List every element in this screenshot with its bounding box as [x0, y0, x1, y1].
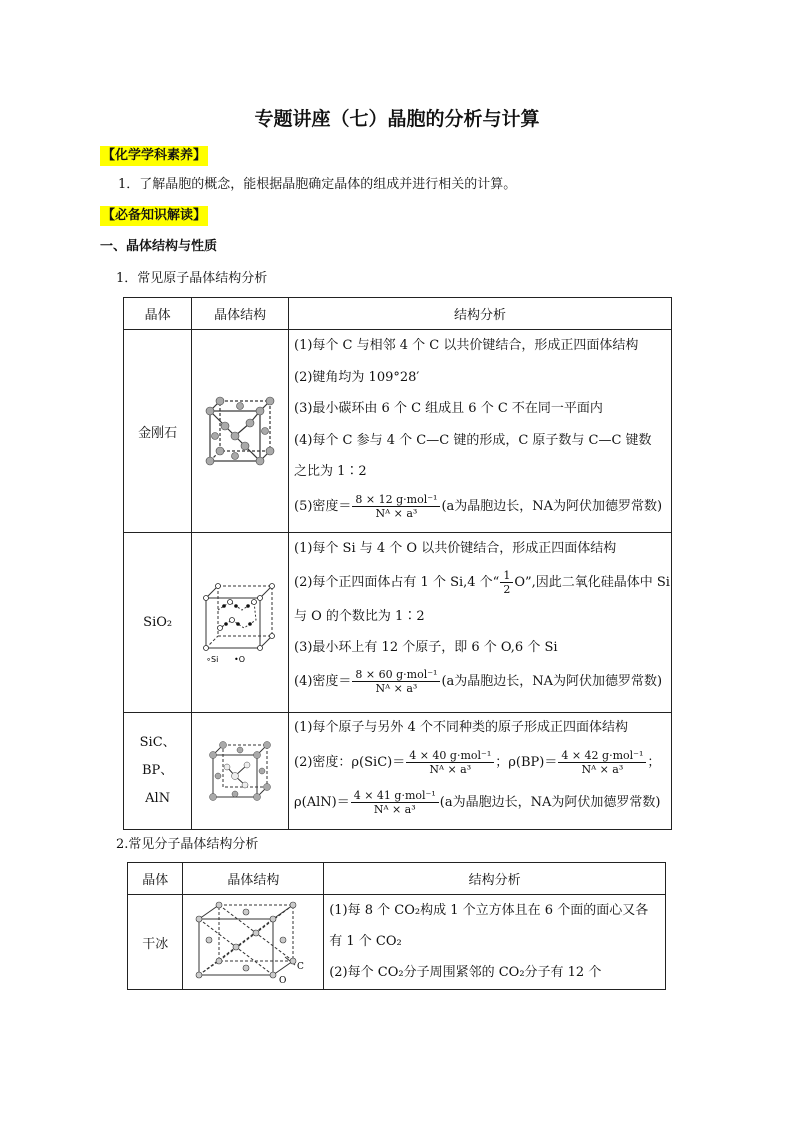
header-structure: 晶体结构 — [192, 298, 289, 330]
sio2-analysis-3: 与 O 的个数比为 1∶2 — [294, 608, 425, 624]
dryice-analysis-1: (1)每 8 个 CO₂构成 1 个立方体且在 6 个面的面心又各 — [329, 903, 649, 918]
diamond-analysis-5: 之比为 1∶2 — [294, 464, 367, 479]
diamond-analysis-4: (4)每个 C 参与 4 个 C—C 键的形成，C 原子数与 C—C 键数 — [294, 432, 652, 448]
crystal-name-diamond: 金刚石 — [124, 330, 192, 533]
header-crystal-2: 晶体 — [128, 863, 183, 895]
diamond-analysis-2: (2)键角均为 109°28′ — [294, 369, 420, 385]
sic-density-1: (2)密度：ρ(SiC)＝ $\frac{\text{4 × 40 g·mol⁻¹}}{\text{Nᴬ × a³}}$ ；ρ(BP)＝ $\frac{\text{4 × 42 g·mol⁻¹}}{\text{Nᴬ × a³}}$ ； — [294, 749, 661, 776]
page-title: 专题讲座（七）晶胞的分析与计算 — [254, 108, 540, 130]
sio2-density: (4)密度＝ $\frac{\text{8 × 60 g·mol⁻¹}}{\text{Nᴬ × a³}}$ (a为晶胞边长，NA为阿伏加德罗常数) — [294, 667, 663, 695]
subheading-molecular-crystal: 2.常见分子晶体结构分析 — [116, 837, 259, 852]
table-row-sio2 — [124, 533, 672, 713]
table-row-sic — [124, 713, 672, 830]
diamond-analysis-1: (1)每个 C 与相邻 4 个 C 以共价键结合，形成正四面体结构 — [294, 338, 639, 353]
section-tag-knowledge: 【必备知识解读】 — [100, 206, 208, 226]
sio2-analysis-2: (2)每个正四面体占有 1 个 Si,4 个“ $\frac{1}{2}$ O”,因此二氧化硅晶体中 Si — [294, 568, 670, 596]
dryice-analysis-2: 有 1 个 CO₂ — [329, 934, 402, 949]
crystal-name-sic-2: AlN — [145, 791, 171, 806]
sic-analysis-1: (1)每个原子与另外 4 个不同种类的原子形成正四面体结构 — [294, 720, 628, 735]
sic-cell-diagram — [207, 739, 273, 803]
diamond-cell-diagram — [200, 391, 280, 471]
section-tag-literacy: 【化学学科素养】 — [100, 146, 208, 166]
header-structure-2: 晶体结构 — [183, 863, 324, 895]
crystal-name-dryice: 干冰 — [128, 895, 183, 990]
subheading-atomic-crystal: 1．常见原子晶体结构分析 — [116, 271, 268, 286]
header-crystal: 晶体 — [124, 298, 192, 330]
crystal-name-sio2: SiO₂ — [124, 533, 192, 713]
table-row-diamond — [124, 330, 672, 533]
sic-density-2: ρ(AlN)＝ $\frac{\text{4 × 41 g·mol⁻¹}}{\text{Nᴬ × a³}}$ (a为晶胞边长，NA为阿伏加德罗常数) — [294, 789, 661, 816]
dryice-analysis-3: (2)每个 CO₂分子周围紧邻的 CO₂分子有 12 个 — [329, 965, 602, 980]
objective-text: 1．了解晶胞的概念，能根据晶胞确定晶体的组成并进行相关的计算。 — [118, 177, 517, 192]
molecular-crystal-table — [127, 862, 666, 990]
header-analysis: 结构分析 — [289, 298, 672, 330]
label-o: O — [279, 976, 287, 985]
legend-o: •O — [234, 654, 246, 664]
legend-si: ∘Si — [206, 654, 219, 664]
sio2-cell-diagram — [198, 580, 282, 666]
label-c: C — [297, 962, 305, 972]
crystal-name-sic-1: SiC、BP、 — [139, 735, 176, 778]
diamond-analysis-3: (3)最小碳环由 6 个 C 组成且 6 个 C 不在同一平面内 — [294, 401, 603, 416]
heading-crystal-structure: 一、晶体结构与性质 — [100, 239, 218, 254]
table-row-dryice — [128, 895, 666, 990]
dryice-cell-diagram — [191, 899, 315, 985]
sio2-analysis-1: (1)每个 Si 与 4 个 O 以共价键结合，形成正四面体结构 — [294, 541, 617, 556]
diamond-density: (5)密度＝ $\frac{\text{8 × 12 g·mol⁻¹}}{\text{Nᴬ × a³}}$ (a为晶胞边长，NA为阿伏加德罗常数) — [294, 492, 663, 520]
header-analysis-2: 结构分析 — [324, 863, 666, 895]
sio2-analysis-4: (3)最小环上有 12 个原子，即 6 个 O,6 个 Si — [294, 640, 558, 655]
atomic-crystal-table — [123, 297, 672, 830]
